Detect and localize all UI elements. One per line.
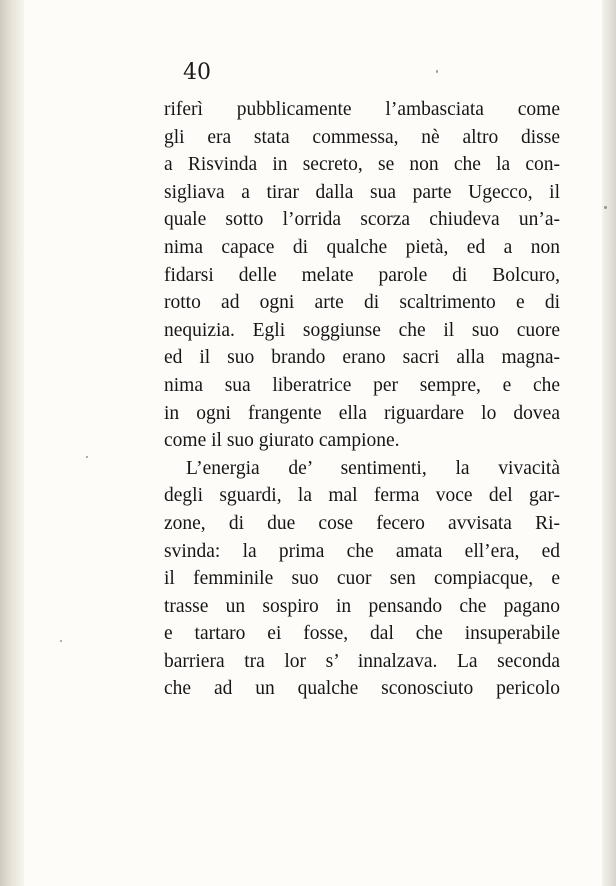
paper-speck <box>604 206 607 209</box>
text-line: rotto ad ogni arte di scaltrimento e di <box>164 292 560 314</box>
text-line: L’energia de’ sentimenti, la vivacità <box>186 457 560 479</box>
text-line: a Risvinda in secreto, se non che la con- <box>164 154 560 176</box>
text-line: che ad un qualche sconosciuto pericolo <box>164 678 560 700</box>
text-line: trasse un sospiro in pensando che pagano <box>164 595 560 617</box>
text-line: ed il suo brando erano sacri alla magna- <box>164 347 560 369</box>
text-line: fidarsi delle melate parole di Bolcuro, <box>164 264 560 286</box>
text-line: svinda: la prima che amata ell’era, ed <box>164 540 560 562</box>
page-edge <box>602 0 616 886</box>
text-line: nima capace di qualche pietà, ed a non <box>164 236 560 258</box>
body-text <box>164 96 560 703</box>
text-line: nequizia. Egli soggiunse che il suo cuore <box>164 319 560 341</box>
text-line: e tartaro ei fosse, dal che insuperabile <box>164 623 560 645</box>
text-line: gli era stata commessa, nè altro disse <box>164 126 560 148</box>
text-line: riferì pubblicamente l’ambasciata come <box>164 99 560 120</box>
text-line: degli sguardi, la mal ferma voce del gar- <box>164 485 560 507</box>
text-line: sigliava a tirar dalla sua parte Ugecco, il <box>164 181 560 203</box>
text-line: zone, di due cose fecero avvisata Ri- <box>164 512 560 534</box>
paper-speck <box>60 640 62 642</box>
paper-speck <box>436 70 438 73</box>
text-line: in ogni frangente ella riguardare lo dovea <box>164 402 560 424</box>
text-line: barriera tra lor s’ innalzava. La seconda <box>164 650 560 672</box>
text-line: nima sua liberatrice per sempre, e che <box>164 374 560 396</box>
page-number: 40 <box>183 60 211 85</box>
binding-gutter <box>0 0 24 886</box>
text-line: quale sotto l’orrida scorza chiudeva un’a- <box>164 209 560 231</box>
paper-speck <box>86 456 88 458</box>
text-line: come il suo giurato campione. <box>164 430 400 452</box>
text-line: il femminile suo cuor sen compiacque, e <box>164 568 560 590</box>
